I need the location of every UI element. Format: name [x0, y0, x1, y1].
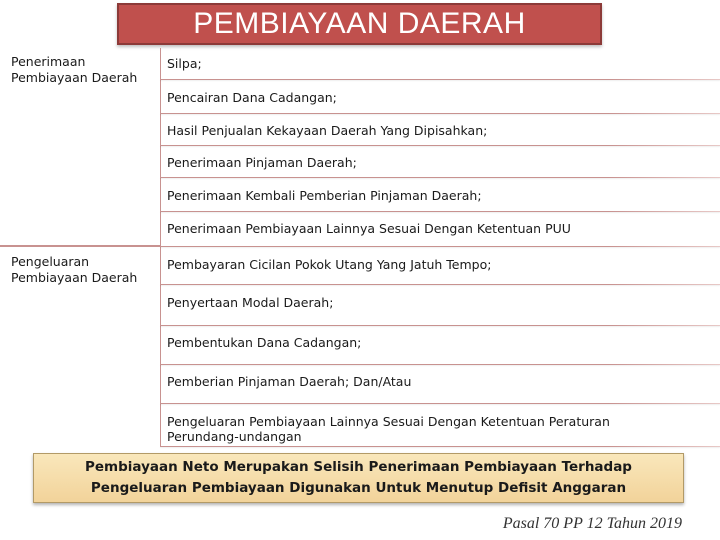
- item-divider: [160, 446, 720, 447]
- page-title: PEMBIAYAAN DAERAH: [193, 7, 526, 40]
- summary-note-text: Pembiayaan Neto Merupakan Selisih Penerimaan Pembiayaan Terhadap Pengeluaran Pembiayaan Digunakan Untuk Menutup Defisit Anggaran: [85, 459, 632, 496]
- group-label-line: Pembiayaan Daerah: [11, 70, 138, 85]
- item-divider: [160, 113, 720, 114]
- item-divider: [160, 403, 720, 404]
- list-item: Pengeluaran Pembiayaan Lainnya Sesuai Dengan Ketentuan Peraturan Perundang-undangan: [167, 414, 610, 444]
- item-divider: [160, 145, 720, 146]
- item-divider: [160, 325, 720, 326]
- list-item: Pencairan Dana Cadangan;: [167, 90, 337, 105]
- list-item: Penyertaan Modal Daerah;: [167, 295, 334, 310]
- group-label-pengeluaran: [11, 254, 156, 286]
- column-divider: [160, 48, 161, 446]
- list-item: Pembayaran Cicilan Pokok Utang Yang Jatuh Tempo;: [167, 257, 492, 272]
- list-item: Hasil Penjualan Kekayaan Daerah Yang Dipisahkan;: [167, 123, 488, 138]
- group-separator: [0, 245, 160, 247]
- list-item: Penerimaan Kembali Pemberian Pinjaman Daerah;: [167, 188, 482, 203]
- group-label-line: Pembiayaan Daerah: [11, 270, 138, 285]
- group-label-penerimaan: [11, 54, 156, 86]
- list-item: Penerimaan Pinjaman Daerah;: [167, 155, 357, 170]
- source-citation: Pasal 70 PP 12 Tahun 2019: [502, 515, 682, 532]
- list-item: Pemberian Pinjaman Daerah; Dan/Atau: [167, 374, 412, 389]
- page-title-banner: [117, 3, 602, 45]
- item-divider: [160, 364, 720, 365]
- item-divider: [160, 211, 720, 212]
- item-divider: [160, 177, 720, 178]
- list-item: Penerimaan Pembiayaan Lainnya Sesuai Dengan Ketentuan PUU: [167, 221, 571, 236]
- summary-note-box: [33, 453, 684, 503]
- list-item: Pembentukan Dana Cadangan;: [167, 335, 362, 350]
- group-label-line: Pengeluaran: [11, 254, 90, 269]
- item-divider: [160, 79, 720, 80]
- item-divider: [160, 284, 720, 285]
- group-label-line: Penerimaan: [11, 54, 86, 69]
- list-item: Silpa;: [167, 56, 202, 71]
- item-divider: [160, 246, 720, 247]
